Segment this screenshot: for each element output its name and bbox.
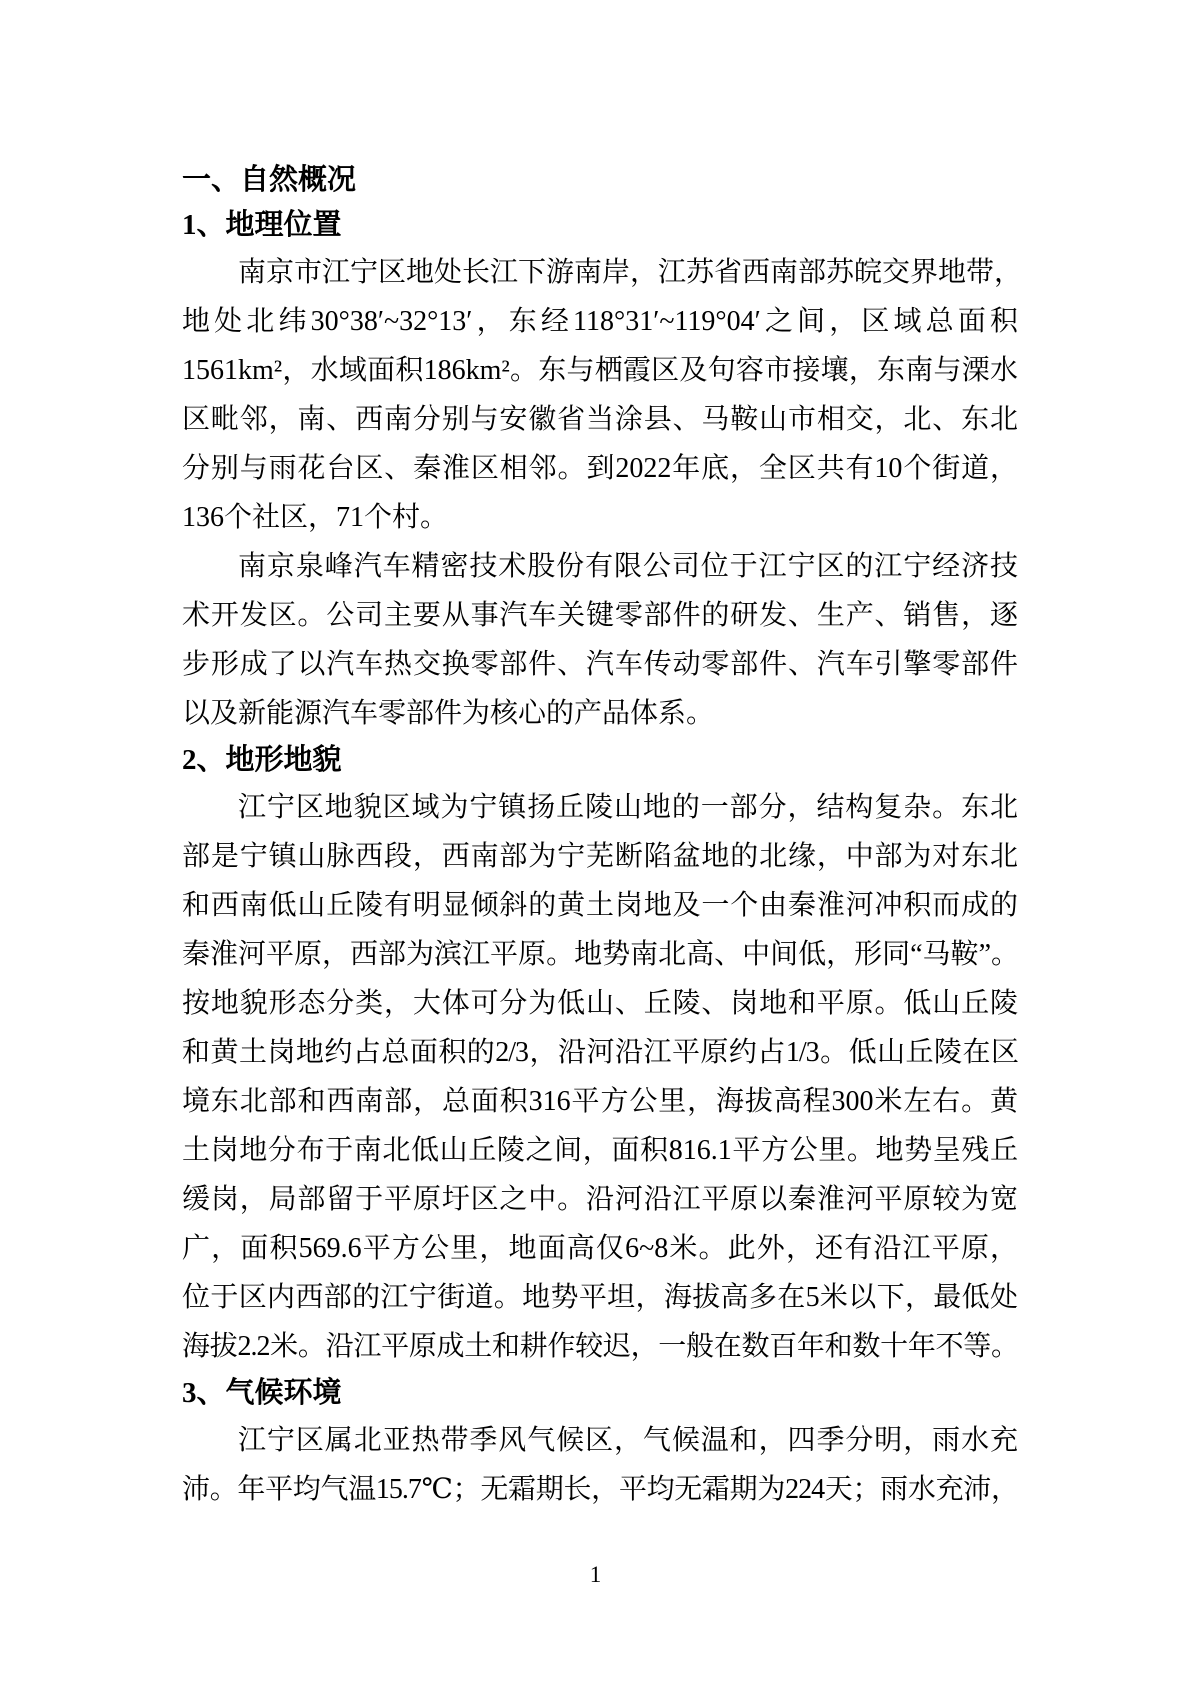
body-text-line: 地处北纬30°38′~32°13′，东经118°31′~119°04′之间，区域总面积 <box>182 306 1018 337</box>
body-text-line: 以及新能源汽车零部件为核心的产品体系。 <box>182 698 715 729</box>
body-text-line: 沛。年平均气温15.7℃；无霜期长，平均无霜期为224天；雨水充沛， <box>182 1474 1018 1505</box>
body-text-line: 位于区内西部的江宁街道。地势平坦，海拔高多在5米以下，最低处 <box>182 1282 1018 1313</box>
body-text-line: 广，面积569.6平方公里，地面高仅6~8米。此外，还有沿江平原， <box>182 1233 1018 1264</box>
body-text-line: 境东北部和西南部，总面积316平方公里，海拔高程300米左右。黄 <box>182 1086 1018 1117</box>
body-text-line: 步形成了以汽车热交换零部件、汽车传动零部件、汽车引擎零部件 <box>182 649 1018 680</box>
page-number: 1 <box>589 1562 602 1587</box>
heading-line: 一、自然概况 <box>182 164 357 196</box>
heading-line: 1、地理位置 <box>182 209 342 241</box>
body-text-line: 136个社区，71个村。 <box>182 502 449 533</box>
document-body <box>182 158 1023 1514</box>
body-text-line: 1561km²，水域面积186km²。东与栖霞区及句容市接壤，东南与溧水 <box>182 355 1018 386</box>
body-text-line: 和西南低山丘陵有明显倾斜的黄土岗地及一个由秦淮河冲积而成的 <box>182 890 1018 921</box>
body-text-line: 分别与雨花台区、秦淮区相邻。到2022年底，全区共有10个街道， <box>182 453 1018 484</box>
body-text-line: 区毗邻，南、西南分别与安徽省当涂县、马鞍山市相交，北、东北 <box>182 404 1018 435</box>
body-text-line: 部是宁镇山脉西段，西南部为宁芜断陷盆地的北缘，中部为对东北 <box>182 841 1018 872</box>
body-text-line: 南京泉峰汽车精密技术股份有限公司位于江宁区的江宁经济技 <box>238 551 1018 582</box>
body-text-line: 秦淮河平原，西部为滨江平原。地势南北高、中间低，形同“马鞍”。 <box>182 939 1018 970</box>
body-text-line: 土岗地分布于南北低山丘陵之间，面积816.1平方公里。地势呈残丘 <box>182 1135 1018 1166</box>
heading-line: 3、气候环境 <box>182 1377 342 1409</box>
body-text-line: 江宁区属北亚热带季风气候区，气候温和，四季分明，雨水充 <box>238 1425 1018 1456</box>
body-text-line: 海拔2.2米。沿江平原成土和耕作较迟，一般在数百年和数十年不等。 <box>182 1331 1018 1362</box>
body-text-line: 南京市江宁区地处长江下游南岸，江苏省西南部苏皖交界地带， <box>238 257 1023 288</box>
body-text-line: 和黄土岗地约占总面积的2/3，沿河沿江平原约占1/3。低山丘陵在区 <box>182 1037 1018 1068</box>
body-text-line: 江宁区地貌区域为宁镇扬丘陵山地的一部分，结构复杂。东北 <box>238 792 1018 823</box>
body-text-line: 术开发区。公司主要从事汽车关键零部件的研发、生产、销售，逐 <box>182 600 1018 631</box>
body-text-line: 按地貌形态分类，大体可分为低山、丘陵、岗地和平原。低山丘陵 <box>182 988 1018 1019</box>
heading-line: 2、地形地貌 <box>182 744 342 776</box>
body-text-line: 缓岗，局部留于平原圩区之中。沿河沿江平原以秦淮河平原较为宽 <box>182 1184 1018 1215</box>
